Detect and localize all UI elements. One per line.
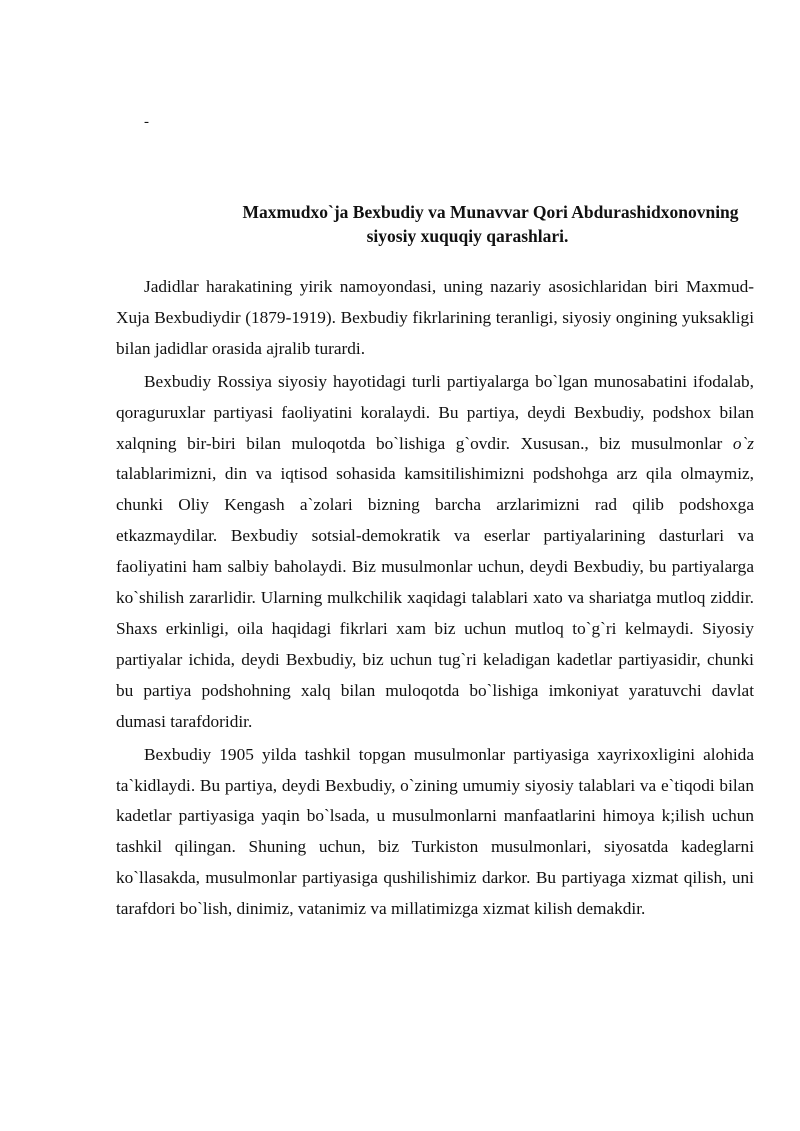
document-title xyxy=(150,200,785,248)
paragraph-2-italic-word: o`z xyxy=(732,433,754,453)
paragraph-3: Bexbudiy 1905 yilda tashkil topgan musulmonlar partiyasiga xayrixoxligini alohida ta`kidlaydi. Bu partiya, deydi Bexbudiy, o`zining umumiy siyosiy talablari va e`tiqodi bilan kadetlar partiyasiga yaqin bo`lsada, u musulmonlarni manfaatlarini himoya k;ilish uchun tashkil qilingan. Shuning uchun, biz Turkiston musulmonlari, siyosatda kadeglarni ko`llasakda, musulmonlar partiyasiga qushilishimiz darkor. Bu partiyaga xizmat qilish, uni tarafdori bo`lish, dinimiz, vatanimiz va millatimizga xizmat kilish demakdir. xyxy=(116,744,754,919)
paragraph-2-part-1: Bexbudiy Rossiya siyosiy hayotidagi turli partiyalarga bo`lgan munosabatini ifodalab, qoraguruxlar partiyasi faoliyatini koralaydi. Bu partiya, deydi Bexbudiy, podshox bilan xalqning bir-biri bilan muloqotda bo`lishiga g`ovdir. Xususan., biz musulmonlar xyxy=(116,371,754,453)
title-line-2: siyosiy xuquqiy qarashlari. xyxy=(366,226,569,246)
page-marker: - xyxy=(144,114,149,130)
document-body xyxy=(116,272,754,925)
paragraph-2-part-2: talablarimizni, din va iqtisod sohasida kamsitilishimizni podshohga arz qila olmaymiz, chunki Oliy Kengash a`zolari bizning barcha arzlarimizni rad qilib podshoxga etkazmaydilar. Bexbudiy sotsial-demokratik va eserlar partiyalarining dasturlari va faoliyatini ham salbiy baholaydi. Biz musulmonlar uchun, deydi Bexbudiy, bu partiyalarga ko`shilish zararlidir. Ularning mulkchilik xaqidagi talablari xato va shariatga mutloq ziddir. Shaxs erkinligi, oila haqidagi fikrlari xam biz uchun mutloq to`g`ri kelmaydi. Siyosiy partiyalar ichida, deydi Bexbudiy, biz uchun tug`ri keladigan kadetlar partiyasidir, chunki bu partiya podshohning xalq bilan muloqotda bo`lishiga imkoniyat yaratuvchi davlat dumasi tarafdoridir. xyxy=(116,464,754,731)
title-line-1: Maxmudxo`ja Bexbudiy va Munavvar Qori Abdurashidxonovning xyxy=(242,202,739,222)
paragraph-2 xyxy=(116,367,754,738)
paragraph-1: Jadidlar harakatining yirik namoyondasi, uning nazariy asosichlaridan biri Maxmud-Xuja Bexbudiydir (1879-1919). Bexbudiy fikrlarining teranligi, siyosiy ongining yuksakligi bilan jadidlar orasida ajralib turardi. xyxy=(116,277,754,358)
